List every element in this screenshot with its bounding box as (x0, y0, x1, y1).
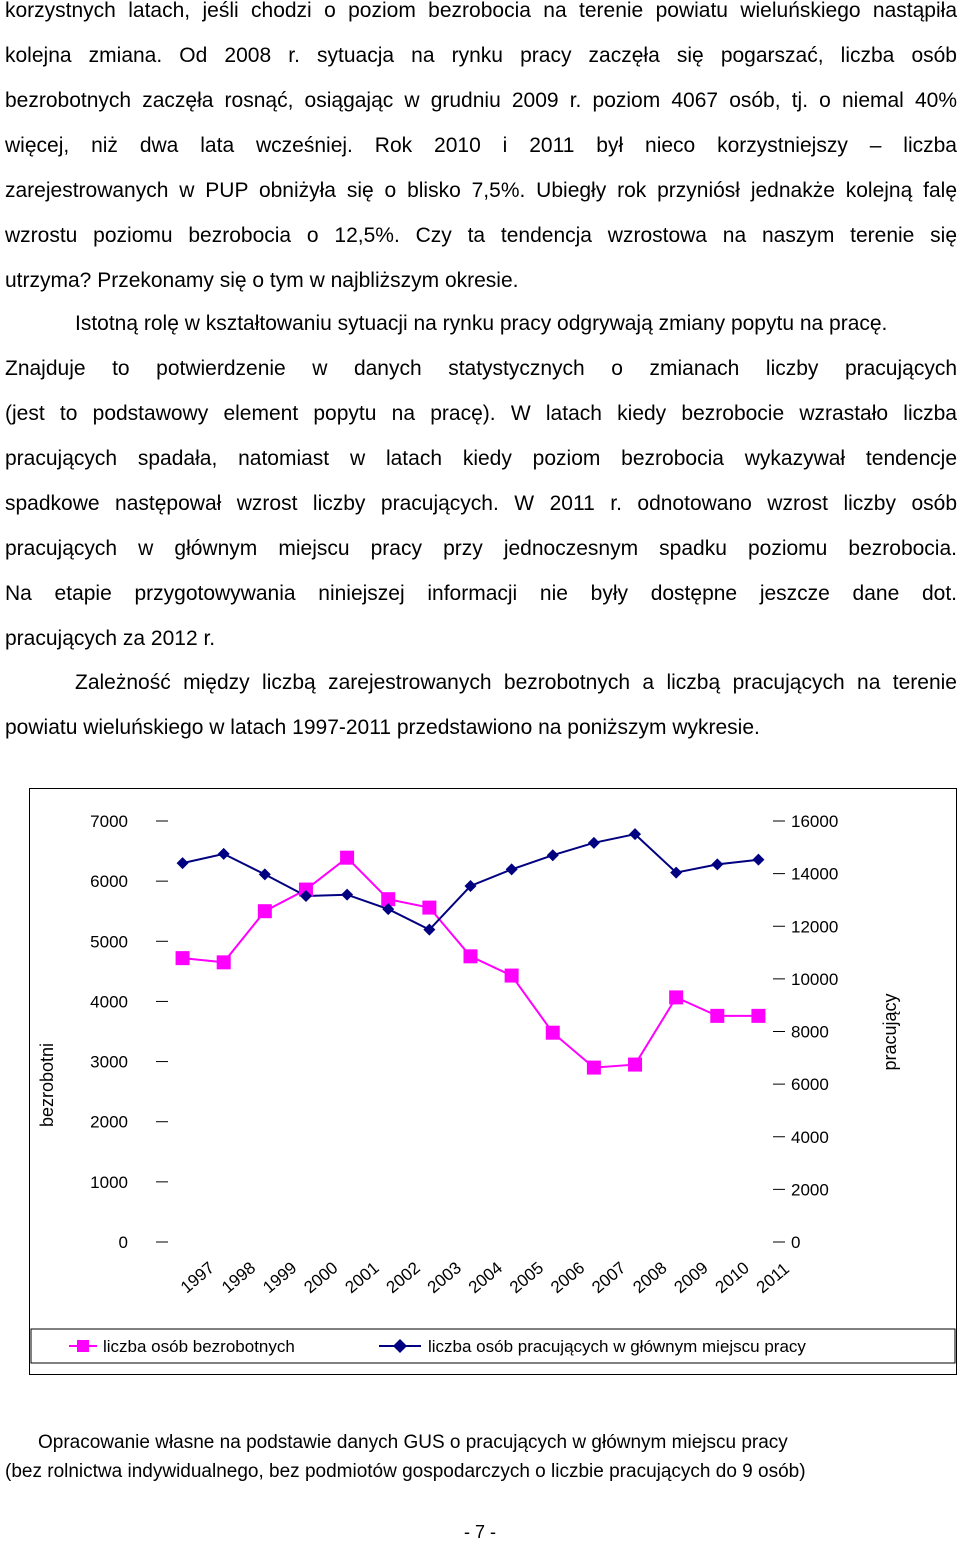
text-line: pracujących za 2012 r. (5, 627, 216, 650)
x-tick-label: 1999 (259, 1258, 301, 1298)
right-tick-label: 10000 (791, 969, 839, 989)
text-line: (jest to podstawowy element popytu na pracę). W latach kiedy bezrobocie wzrastało liczba (5, 402, 957, 425)
paragraph-3 (5, 660, 957, 750)
x-tick-label: 2002 (382, 1258, 424, 1298)
left-tick-label: 7000 (90, 812, 128, 831)
x-tick-label: 2009 (670, 1258, 712, 1298)
legend-item-unemployed (69, 1337, 295, 1356)
right-tick-label: 6000 (791, 1075, 829, 1095)
text-line: utrzyma? Przekonamy się o tym w najbliższym okresie. (5, 269, 519, 292)
data-point-unemployed (751, 1009, 765, 1023)
source-line: Opracowanie własne na podstawie danych GUS o pracujących w głównym miejscu pracy (38, 1432, 788, 1453)
data-point-unemployed (176, 951, 190, 965)
data-point-unemployed (422, 901, 436, 915)
text-line: Zależność między liczbą zarejestrowanych bezrobotnych a liczbą pracujących na terenie (75, 671, 957, 694)
source-note (5, 1428, 957, 1486)
legend-label-employed: liczba osób pracujących w głównym miejscu pracy (428, 1337, 806, 1356)
legend-label-unemployed: liczba osób bezrobotnych (103, 1337, 295, 1356)
x-tick-label: 1997 (176, 1258, 219, 1298)
data-point-unemployed (505, 969, 519, 983)
x-tick-label: 2008 (629, 1258, 671, 1298)
right-tick-label: 4000 (791, 1127, 829, 1147)
left-tick-label: 2000 (90, 1112, 128, 1132)
y-axis-label-right: pracujący (879, 993, 900, 1071)
data-point-unemployed (217, 955, 231, 969)
data-point-unemployed (546, 1026, 560, 1040)
left-tick-label: 4000 (90, 992, 128, 1012)
x-tick-label: 2007 (588, 1258, 630, 1298)
text-line: wzrostu poziomu bezrobocia o 12,5%. Czy ta tendencja wzrostowa na naszym terenie się (5, 224, 957, 247)
paragraph-2 (5, 301, 957, 661)
right-tick-label: 16000 (791, 812, 839, 831)
data-point-unemployed (258, 904, 272, 918)
chart (29, 788, 957, 1375)
x-tick-label: 2001 (341, 1258, 383, 1298)
page-number: - 7 - (463, 1522, 496, 1542)
x-tick-label: 2010 (711, 1258, 753, 1298)
right-tick-label: 0 (791, 1233, 801, 1252)
data-point-unemployed (587, 1061, 601, 1075)
text-line: Na etapie przygotowywania niniejszej informacji nie były dostępne jeszcze dane dot. (5, 582, 957, 605)
text-line: zarejestrowanych w PUP obniżyła się o blisko 7,5%. Ubiegły rok przyniósł jednakże kolejną falę (5, 179, 957, 202)
left-tick-label: 0 (118, 1233, 128, 1252)
data-point-unemployed (340, 851, 354, 865)
x-tick-label: 2004 (464, 1258, 507, 1298)
x-tick-label: 2005 (505, 1258, 548, 1298)
text-line: kolejna zmiana. Od 2008 r. sytuacja na rynku pracy zaczęła się pogarszać, liczba osób (5, 44, 957, 67)
right-tick-label: 14000 (791, 864, 839, 884)
text-line: pracujących w głównym miejscu pracy przy jednoczesnym spadku poziomu bezrobocia. (5, 537, 957, 560)
data-point-unemployed (464, 949, 478, 963)
right-tick-label: 8000 (791, 1022, 829, 1042)
chart-svg (29, 788, 957, 1375)
text-line: Znajduje to potwierdzenie w danych statystycznych o zmianach liczby pracujących (5, 357, 957, 380)
left-tick-label: 5000 (90, 932, 128, 952)
x-tick-label: 2003 (423, 1258, 465, 1298)
legend-item-employed (379, 1337, 806, 1356)
right-tick-label: 2000 (791, 1180, 829, 1200)
paragraph-1 (5, 0, 957, 303)
text-line: powiatu wieluńskiego w latach 1997-2011 przedstawiono na poniższym wykresie. (5, 716, 760, 739)
source-line: (bez rolnictwa indywidualnego, bez podmiotów gospodarczych o liczbie pracujących do 9 osób) (5, 1461, 806, 1482)
data-point-unemployed (710, 1009, 724, 1023)
left-tick-label: 1000 (90, 1172, 128, 1192)
text-line: więcej, niż dwa lata wcześniej. Rok 2010 i 2011 był nieco korzystniejszy – liczba (5, 134, 957, 157)
y-axis-label-left: bezrobotni (36, 1042, 57, 1128)
left-tick-label: 3000 (90, 1052, 128, 1072)
text-line: Istotną rolę w kształtowaniu sytuacji na rynku pracy odgrywają zmiany popytu na pracę. (75, 312, 888, 335)
data-point-unemployed (669, 990, 683, 1004)
legend-marker-unemployed (77, 1340, 89, 1352)
x-tick-label: 2011 (752, 1259, 794, 1298)
text-line: bezrobotnych zaczęła rosnąć, osiągając w grudniu 2009 r. poziom 4067 osób, tj. o niemal 40% (5, 89, 957, 112)
text-line: spadkowe następował wzrost liczby pracujących. W 2011 r. odnotowano wzrost liczby osób (5, 492, 957, 515)
x-tick-label: 2000 (300, 1258, 342, 1298)
left-tick-label: 6000 (90, 872, 128, 892)
text-line: pracujących spadała, natomiast w latach kiedy poziom bezrobocia wykazywał tendencje (5, 447, 957, 470)
right-tick-label: 12000 (791, 917, 839, 937)
x-tick-label: 2006 (547, 1258, 589, 1298)
text-line: korzystnych latach, jeśli chodzi o poziom bezrobocia na terenie powiatu wieluńskiego nastąpiła (5, 0, 957, 22)
x-tick-label: 1998 (218, 1258, 260, 1298)
data-point-unemployed (628, 1058, 642, 1072)
